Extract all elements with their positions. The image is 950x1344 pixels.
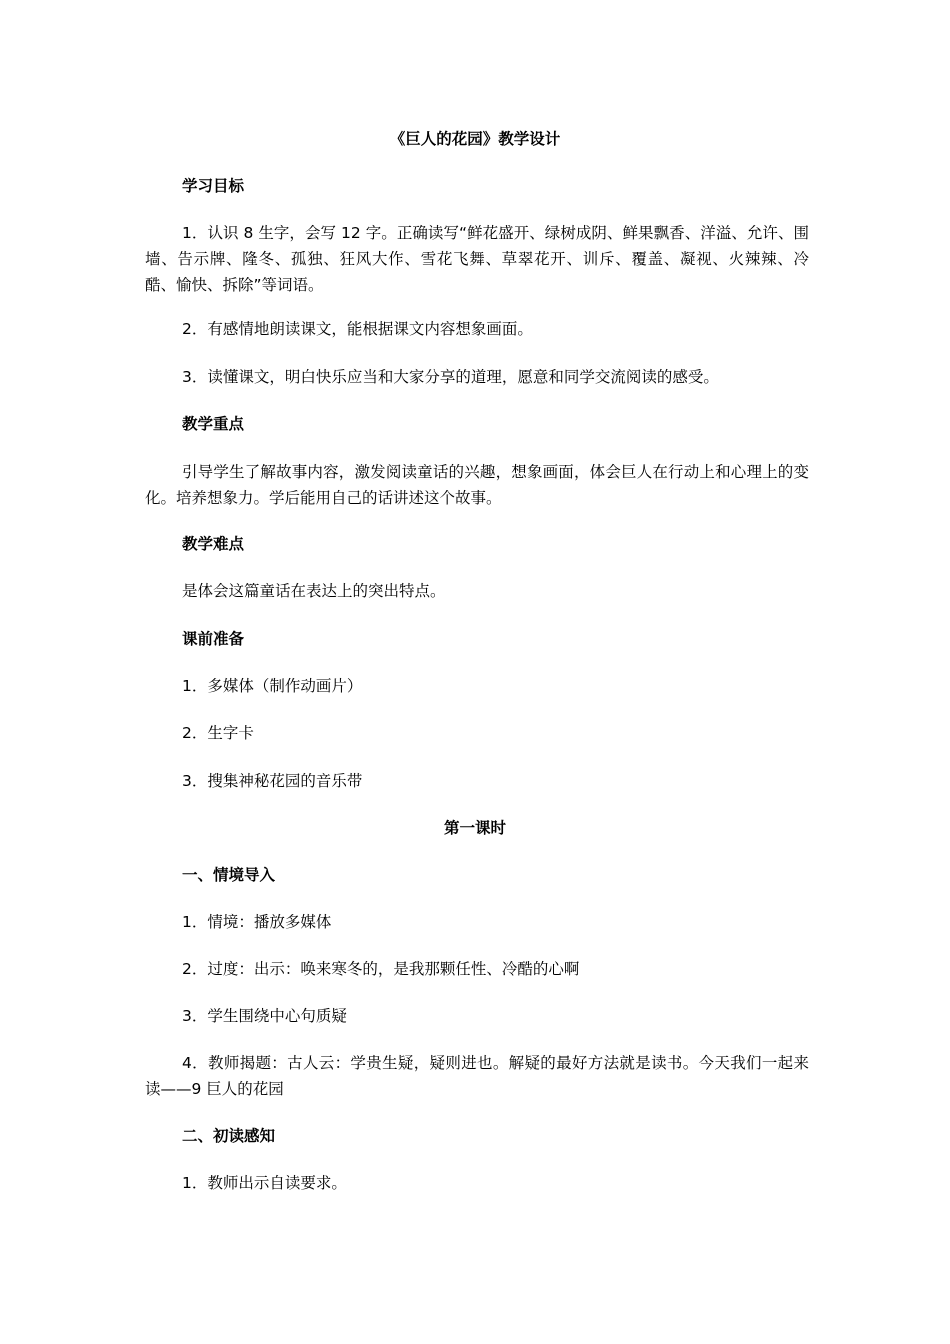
section-one-item-3: 3．学生围绕中心句质疑 [182,1007,347,1025]
document-title: 《巨人的花园》教学设计 [389,130,561,148]
key-points-text: 引导学生了解故事内容，激发阅读童话的兴趣，想象画面，体会巨人在行动上和心理上的变化。培养想象力。学后能用自己的话讲述这个故事。 [145,463,809,507]
goal-item-3: 3．读懂课文，明白快乐应当和大家分享的道理，愿意和同学交流阅读的感受。 [182,368,719,386]
goal-item-2: 2．有感情地朗读课文，能根据课文内容想象画面。 [182,320,533,338]
preparation-item-2: 2．生字卡 [182,724,254,742]
preparation-heading: 课前准备 [182,630,245,648]
difficulty-text: 是体会这篇童话在表达上的突出特点。 [182,582,446,600]
lesson-one-heading: 第一课时 [443,819,506,837]
goal-item-1: 1．认识 8 生字，会写 12 字。正确读写“鲜花盛开、绿树成阴、鲜果飘香、洋溢、允许、围墙、告示牌、隆冬、孤独、狂风大作、雪花飞舞、草翠花开、训斥、覆盖、凝视、火辣辣、冷酷、愉快、拆除”等词语。 [145,224,809,294]
preparation-item-1: 1．多媒体（制作动画片） [182,677,363,695]
goals-heading: 学习目标 [182,177,245,195]
section-one-heading: 一、情境导入 [182,866,276,884]
section-one-item-4: 4．教师揭题：古人云：学贵生疑，疑则进也。解疑的最好方法就是读书。今天我们一起来读——9 巨人的花园 [145,1054,809,1098]
section-two-item-1: 1．教师出示自读要求。 [182,1174,347,1192]
section-one-item-1: 1．情境：播放多媒体 [182,913,332,931]
difficulty-heading: 教学难点 [182,535,245,553]
section-one-item-2: 2．过度：出示：唤来寒冬的，是我那颗任性、冷酷的心啊 [182,960,580,978]
section-two-heading: 二、初读感知 [182,1127,276,1145]
preparation-item-3: 3．搜集神秘花园的音乐带 [182,772,363,790]
key-points-heading: 教学重点 [182,415,245,433]
